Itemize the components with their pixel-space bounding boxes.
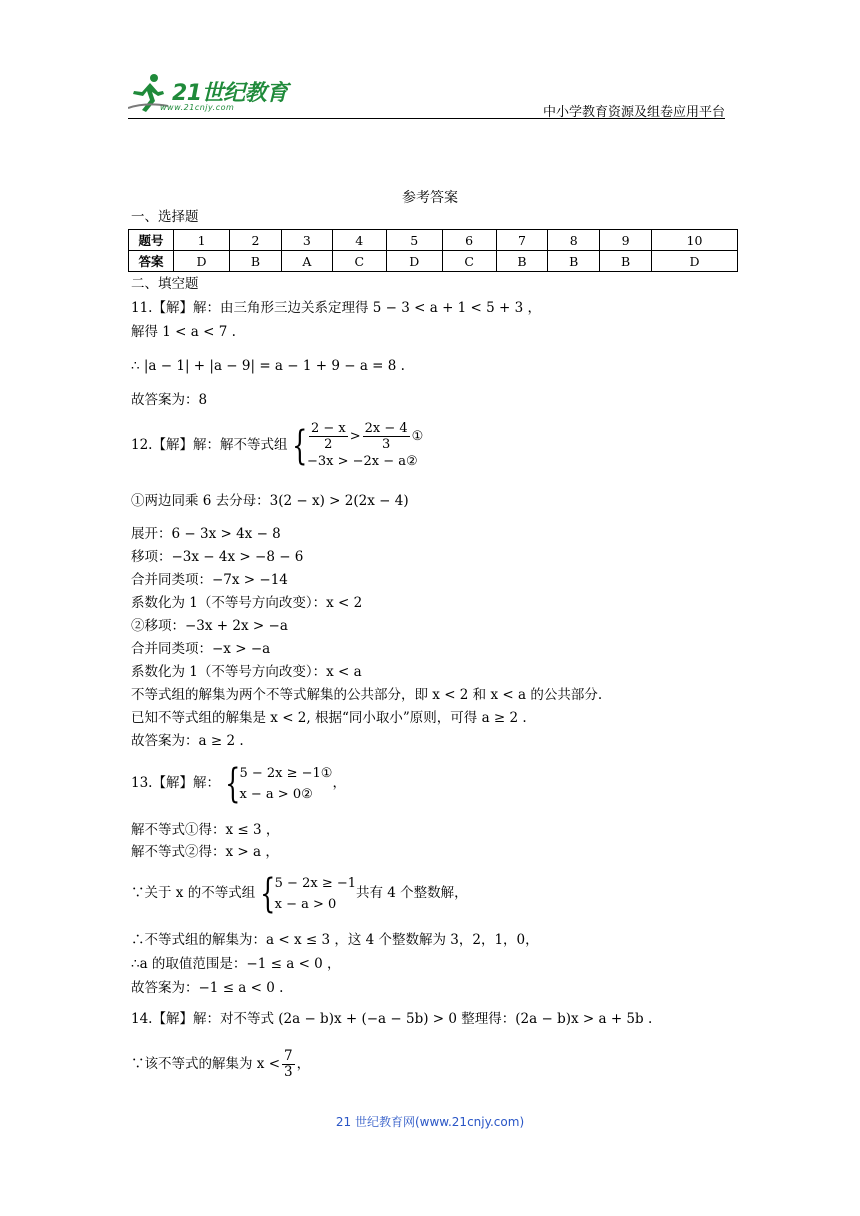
table-cell: D [386, 251, 442, 272]
q12-eq1-num-left: 2 − x [310, 420, 346, 436]
q14-l2-prefix: ∵该不等式的解集为 x < [131, 1056, 281, 1072]
section-fill-heading: 二、填空题 [131, 276, 199, 292]
q12-prefix: 12.【解】解：解不等式组 [131, 437, 288, 453]
q12-line-8: 系数化为 1（不等号方向改变）：x < a [131, 664, 362, 680]
q12-line-9: 不等式组的解集为两个不等式解集的公共部分，即 x < 2 和 x < a 的公共部分. [131, 687, 603, 703]
table-cell: 5 [386, 230, 442, 251]
table-row-numbers [129, 230, 738, 251]
table-cell: C [442, 251, 496, 272]
q12-eq1-den-left: 2 [324, 436, 333, 452]
table-cell: B [600, 251, 652, 272]
table-cell: 6 [442, 230, 496, 251]
table-cell: C [332, 251, 386, 272]
table-cell: 8 [548, 230, 600, 251]
q12-line-4: 合并同类项：−7x > −14 [131, 572, 288, 588]
table-cell: 9 [600, 230, 652, 251]
brace-icon: { [292, 422, 308, 469]
q13-line-1: 解不等式①得：x ≤ 3 ， [131, 822, 280, 838]
table-row-answers [129, 251, 738, 272]
q12-line-3: 移项：−3x − 4x > −8 − 6 [131, 549, 304, 565]
q11-line-2: 解得 1 < a < 7 . [131, 324, 236, 340]
table-cell: 2 [230, 230, 282, 251]
table-cell: 10 [651, 230, 737, 251]
q12-line-1: ①两边同乘 6 去分母：3(2 − x) > 2(2x − 4) [131, 493, 409, 509]
q14-frac-num: 7 [284, 1048, 293, 1064]
platform-name: 中小学教育资源及组卷应用平台 [542, 105, 725, 120]
q13-l3-prefix: ∵关于 x 的不等式组 [131, 885, 256, 901]
logo-url: www.21cnjy.com [160, 103, 235, 112]
q11-line-1: 11.【解】解：由三角形三边关系定理得 5 − 3 < a + 1 < 5 + 3 ， [131, 300, 542, 316]
table-cell: D [174, 251, 230, 272]
q13-prefix: 13.【解】解： [131, 775, 220, 791]
q14-l2-suffix: ， [296, 1056, 311, 1072]
q13-eq2: x − a > 0② [239, 786, 313, 802]
q12-line-5: 系数化为 1（不等号方向改变）：x < 2 [131, 595, 363, 611]
table-cell: A [281, 251, 332, 272]
q13-line-4: ∴不等式组的解集为：a < x ≤ 3 ，这 4 个整数解为 3，2，1，0， [131, 932, 539, 948]
footer-link[interactable]: 21 世纪教育网(www.21cnjy.com) [335, 1115, 525, 1129]
section-choice-heading: 一、选择题 [131, 209, 199, 225]
q12-line-7: 合并同类项：−x > −a [131, 641, 271, 657]
q12-eq1-mark: ① [411, 428, 424, 444]
q11-line-3: ∴ |a − 1| + |a − 9| = a − 1 + 9 − a = 8 . [131, 358, 405, 374]
q14-line-2 [131, 1042, 310, 1086]
table-cell: 7 [496, 230, 548, 251]
q13-l3-eq2: x − a > 0 [274, 896, 337, 912]
brace-icon: { [260, 870, 276, 917]
row-label-number: 题号 [129, 230, 174, 251]
row-label-answer: 答案 [129, 251, 174, 272]
q14-line-1: 14.【解】解：对不等式 (2a − b)x + (−a − 5b) > 0 整理得：(2a − b)x > a + 5b . [131, 1011, 653, 1027]
q13-eq1: 5 − 2x ≥ −1① [239, 765, 333, 781]
q13-line-6: 故答案为：−1 ≤ a < 0 . [131, 980, 284, 996]
table-cell: B [548, 251, 600, 272]
logo-text: 21世纪教育 [172, 81, 288, 106]
q13-system-2 [131, 868, 468, 918]
table-cell: D [651, 251, 737, 272]
answer-table [128, 229, 738, 272]
q12-eq1-den-right: 3 [381, 436, 391, 452]
q13-system [131, 758, 346, 808]
q12-line-6: ②移项：−3x + 2x > −a [131, 618, 288, 634]
q12-system: 12.【解】解：解不等式组 { $\frac{2 - x}{2}$ > $\frac{2x - 4}{3}$ ① −3x > −2x − a② [131, 420, 424, 469]
q13-l3-suffix: 共有 4 个整数解， [356, 885, 468, 901]
q12-eq1-num-right: 2x − 4 [364, 420, 408, 436]
q13-line-2: 解不等式②得：x > a ， [131, 844, 279, 860]
brace-icon: { [225, 760, 241, 807]
table-cell: B [496, 251, 548, 272]
q12-line-10: 已知不等式组的解集是 x < 2, 根据“同小取小”原则，可得 a ≥ 2 . [131, 710, 527, 726]
table-cell: 4 [332, 230, 386, 251]
q13-suffix: ， [332, 775, 346, 791]
q13-line-5: ∴a 的取值范围是：−1 ≤ a < 0 ， [131, 956, 341, 972]
q11-line-4: 故答案为：8 [131, 392, 208, 408]
table-cell: B [230, 251, 282, 272]
table-cell: 1 [174, 230, 230, 251]
table-cell: 3 [281, 230, 332, 251]
q13-l3-eq1: 5 − 2x ≥ −1 [274, 875, 357, 891]
site-logo [128, 72, 308, 116]
q12-line-2: 展开：6 − 3x > 4x − 8 [131, 526, 281, 542]
q12-eq2: −3x > −2x − a② [306, 453, 418, 469]
q14-frac-den: 3 [284, 1064, 293, 1080]
page-title: 参考答案 [402, 190, 458, 206]
q12-line-11: 故答案为：a ≥ 2 . [131, 733, 244, 749]
header-divider [128, 118, 725, 119]
